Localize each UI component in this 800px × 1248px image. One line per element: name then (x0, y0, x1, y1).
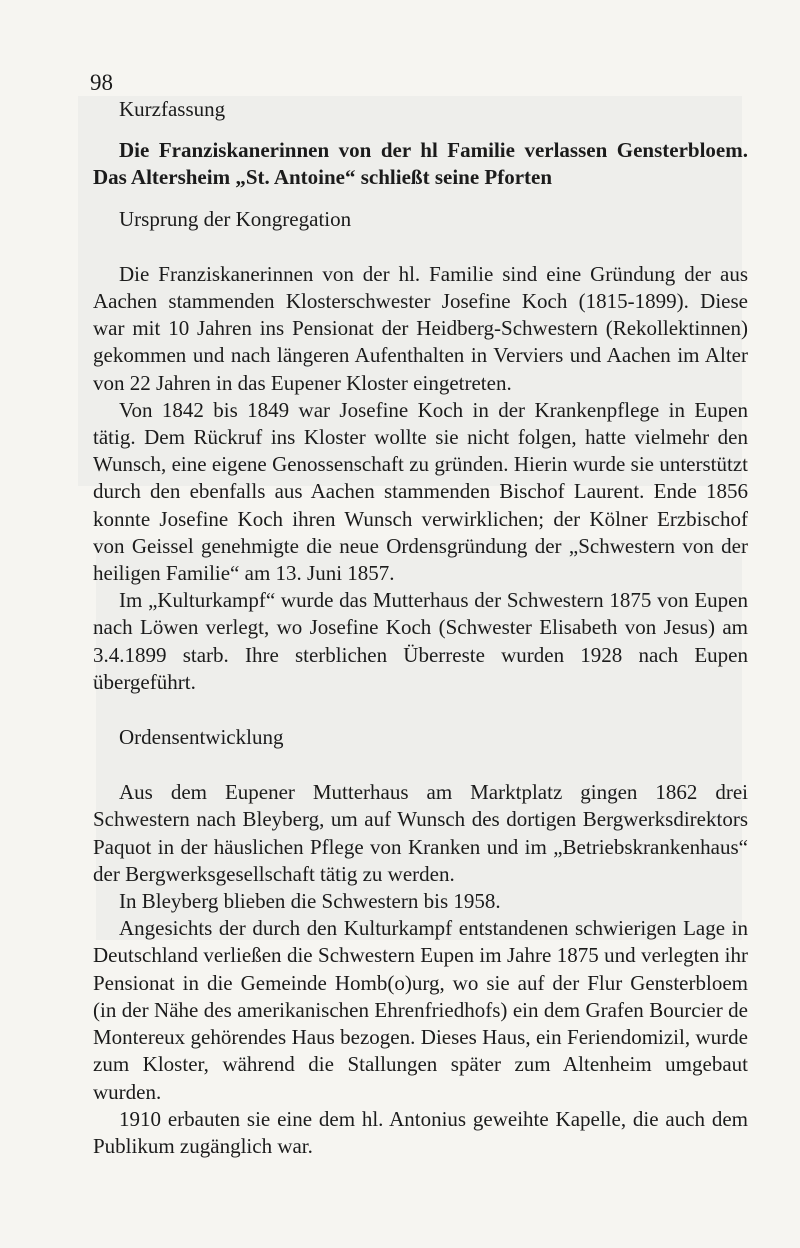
body-text (93, 96, 748, 1160)
paragraph: Im „Kulturkampf“ wurde das Mutterhaus der Schwestern 1875 von Eupen nach Löwen verlegt, wo Josefine Koch (Schwester Elisabeth von Jesus) am 3.4.1899 starb. Ihre sterblichen Überreste wurden 1928 nach Eupen übergeführt. (93, 588, 748, 694)
paragraph: Die Franziskanerinnen von der hl. Familie sind eine Gründung der aus Aachen stammenden Klosterschwester Josefine Koch (1815-1899). Diese war mit 10 Jahren ins Pensionat der Heidberg-Schwestern (Rekollektinnen) gekommen und nach längeren Aufenthalten in Verviers und Aachen im Alter von 22 Jahren in das Eupener Kloster eingetreten. (93, 261, 748, 395)
paragraph: 1910 erbauten sie eine dem hl. Antonius geweihte Kapelle, die auch dem Publikum zugänglich war. (93, 1106, 748, 1158)
main-heading: Die Franziskanerinnen von der hl Familie verlassen Gensterbloem. Das Altersheim „St. Antoine“ schließt seine Pforten (93, 138, 748, 190)
paragraph: Angesichts der durch den Kulturkampf entstandenen schwierigen Lage in Deutschland verließen die Schwestern Eupen im Jahre 1875 und verlegten ihr Pensionat in die Gemeinde Homb(o)urg, wo sie auf der Flur Gensterbloem (in der Nähe des amerikanischen Ehrenfriedhofs) ein dem Grafen Bourcier de Montereux gehörendes Haus bezogen. Dieses Haus, ein Feriendomizil, wurde zum Kloster, während die Stallungen später zum Altenheim umgebaut wurden. (93, 916, 748, 1104)
summary-label: Kurzfassung (119, 97, 226, 121)
section-title-origin: Ursprung der Kongregation (119, 206, 352, 231)
paragraph: In Bleyberg blieben die Schwestern bis 1958. (119, 889, 501, 914)
section-title-development: Ordensentwicklung (119, 725, 284, 750)
paragraph: Von 1842 bis 1849 war Josefine Koch in der Krankenpflege in Eupen tätig. Dem Rückruf ins Kloster wollte sie nicht folgen, hatte vielmehr den Wunsch, eine eigene Genossenschaft zu gründen. Hierin wurde sie unterstützt durch den ebenfalls aus Aachen stammenden Bischof Laurent. Ende 1856 konnte Josefine Koch ihren Wunsch verwirklichen; der Kölner Erzbischof von Geissel genehmigte die neue Ordensgründung der „Schwestern von der heiligen Familie“ am 13. Juni 1857. (93, 397, 748, 586)
paragraph: Aus dem Eupener Mutterhaus am Marktplatz gingen 1862 drei Schwestern nach Bleyberg, um auf Wunsch des dortigen Bergwerksdirektors Paquot in der häuslichen Pflege von Kranken und im „Betriebskrankenhaus“ der Bergwerksgesellschaft tätig zu werden. (93, 780, 748, 886)
page-number: 98 (90, 70, 113, 95)
